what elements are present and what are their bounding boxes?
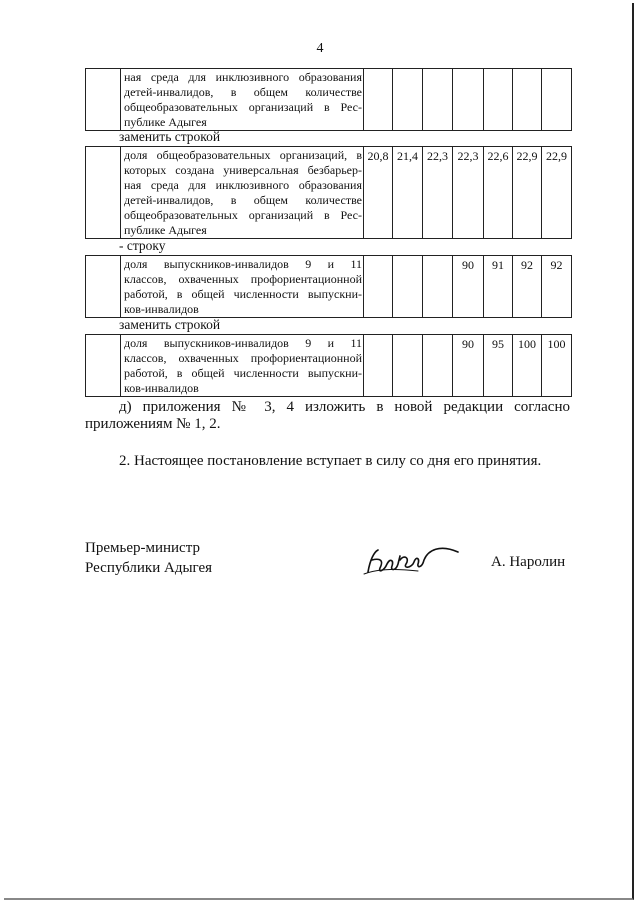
desc-line: работой, в общей численности выпускни- <box>124 366 362 380</box>
value-cell: 92 <box>513 256 542 318</box>
connector-text: заменить строкой <box>119 129 221 144</box>
desc-line: доля выпускников-инвалидов 9 и 11 <box>124 336 362 350</box>
table-fragment-2 <box>85 146 572 239</box>
desc-line: которых создана универсальная безбарьер- <box>124 163 362 177</box>
value-cell: 22,9 <box>513 147 542 239</box>
desc-line: классов, охваченных профориентационной <box>124 272 362 286</box>
table-fragment-3 <box>85 255 572 318</box>
desc-line: общеобразовательных организаций в Рес- <box>124 208 362 222</box>
value-cell <box>364 256 393 318</box>
page-number: 4 <box>316 41 324 56</box>
value-cell: 22,9 <box>542 147 572 239</box>
desc-line: публике Адыгея <box>124 223 207 237</box>
paragraph-2: 2. Настоящее постановление вступает в силу со дня его принятия. <box>119 453 542 469</box>
table-row <box>86 147 572 239</box>
table-row <box>86 335 572 397</box>
table-row <box>86 256 572 318</box>
paragraph-d-line1: д) приложения № 3, 4 изложить в новой редакции согласно <box>119 399 570 415</box>
connector-text: - строку <box>119 238 166 253</box>
row-description <box>121 147 364 239</box>
table-fragment-4 <box>85 334 572 397</box>
value-cell: 21,4 <box>393 147 423 239</box>
value-cell: 20,8 <box>364 147 393 239</box>
row-description <box>121 256 364 318</box>
value-cell <box>423 256 453 318</box>
desc-line: доля выпускников-инвалидов 9 и 11 <box>124 257 362 271</box>
desc-line: ная среда для инклюзивного образования <box>124 178 362 192</box>
desc-line: доля общеобразовательных организаций, в <box>124 148 362 162</box>
desc-line: работой, в общей численности выпускни- <box>124 287 362 301</box>
paragraph-d-line2: приложениям № 1, 2. <box>85 416 221 432</box>
value-cell <box>393 256 423 318</box>
handwritten-signature <box>360 538 470 583</box>
value-cell: 92 <box>542 256 572 318</box>
signatory-title-line: Премьер-министр <box>85 540 200 556</box>
value-cell: 90 <box>453 335 484 397</box>
connector-text: заменить строкой <box>119 317 221 332</box>
value-cell <box>364 69 393 131</box>
value-cell <box>393 69 423 131</box>
desc-line: публике Адыгея <box>124 115 207 129</box>
desc-line: ная среда для инклюзивного образования <box>124 70 362 84</box>
value-cell: 22,3 <box>453 147 484 239</box>
value-cell: 22,3 <box>423 147 453 239</box>
value-cell <box>484 69 513 131</box>
value-cell: 90 <box>453 256 484 318</box>
value-cell <box>393 335 423 397</box>
value-cell <box>513 69 542 131</box>
signatory-title-line: Республики Адыгея <box>85 560 213 576</box>
row-description <box>121 69 364 131</box>
blank-cell <box>86 147 121 239</box>
blank-cell <box>86 69 121 131</box>
signatory-title <box>85 538 212 578</box>
value-cell: 100 <box>513 335 542 397</box>
blank-cell <box>86 335 121 397</box>
desc-line: общеобразовательных организаций в Рес- <box>124 100 362 114</box>
value-cell: 91 <box>484 256 513 318</box>
value-cell <box>364 335 393 397</box>
value-cell: 100 <box>542 335 572 397</box>
signatory-name: А. Наролин <box>491 554 566 570</box>
value-cell <box>423 335 453 397</box>
desc-line: ков-инвалидов <box>124 302 199 316</box>
desc-line: детей-инвалидов, в общем количестве <box>124 85 362 99</box>
table-fragment-1 <box>85 68 572 131</box>
blank-cell <box>86 256 121 318</box>
desc-line: классов, охваченных профориентационной <box>124 351 362 365</box>
value-cell: 22,6 <box>484 147 513 239</box>
value-cell <box>453 69 484 131</box>
value-cell: 95 <box>484 335 513 397</box>
row-description <box>121 335 364 397</box>
value-cell <box>542 69 572 131</box>
table-row <box>86 69 572 131</box>
value-cell <box>423 69 453 131</box>
desc-line: детей-инвалидов, в общем количестве <box>124 193 362 207</box>
desc-line: ков-инвалидов <box>124 381 199 395</box>
